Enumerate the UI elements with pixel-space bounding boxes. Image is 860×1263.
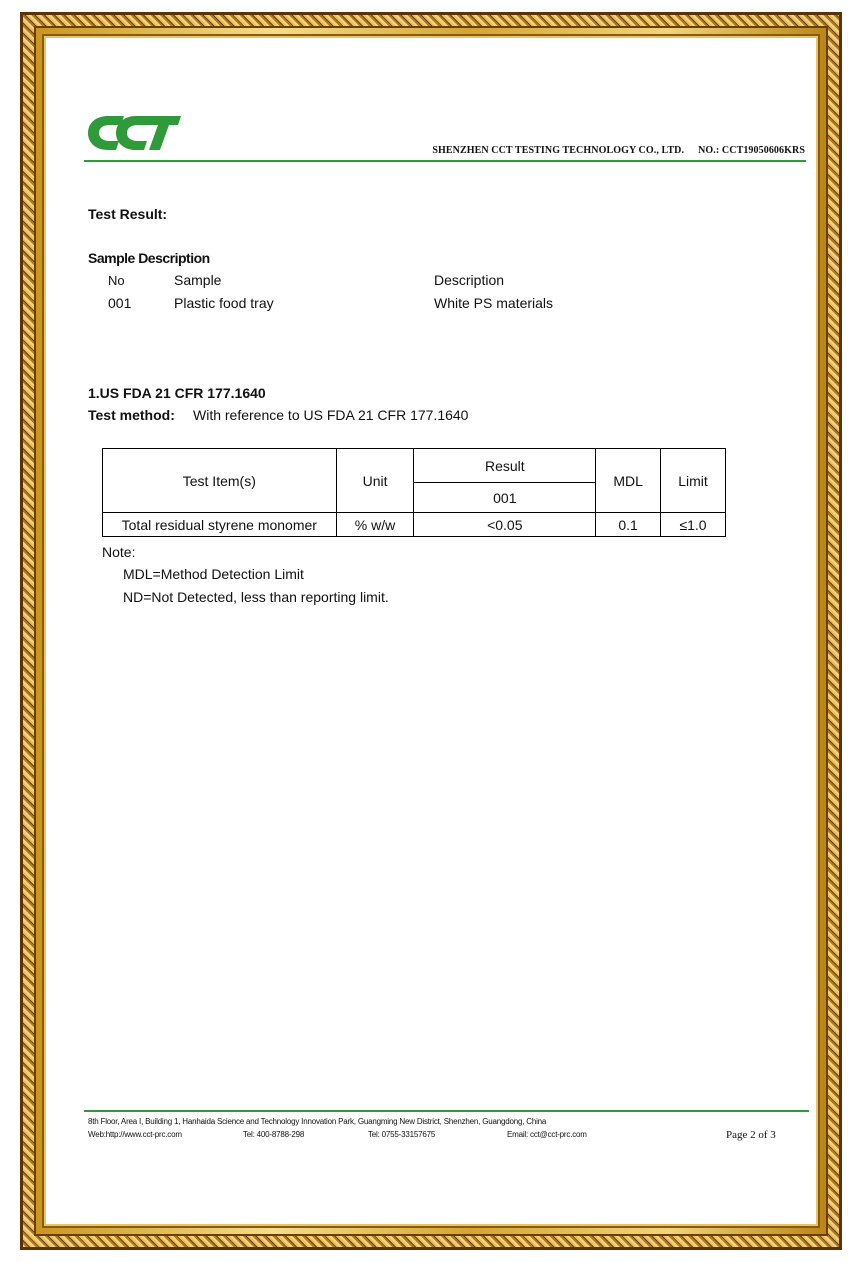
footer-address: 8th Floor, Area I, Building 1, Hanhaida Science and Technology Innovation Park, Guangming New District, Shenzhen, Guangdong, China (88, 1117, 547, 1126)
sample-desc: White PS materials (434, 295, 554, 311)
test-method-label: Test method: (88, 407, 175, 423)
report-number: NO.: CCT19050606KRS (698, 145, 805, 156)
result-table (102, 448, 726, 537)
footer-web: Web:http://www.cct-prc.com (88, 1130, 182, 1139)
footer-email: Email: cct@cct-prc.com (507, 1130, 587, 1139)
company-header (432, 145, 805, 156)
table-row (103, 513, 726, 537)
test-method-text: With reference to US FDA 21 CFR 177.1640 (193, 407, 469, 423)
sample-description-heading: Sample Description (88, 250, 210, 266)
col-description: Description (434, 272, 505, 288)
header-mdl: MDL (596, 449, 661, 513)
cell-mdl: 0.1 (596, 513, 661, 537)
note-line-mdl: MDL=Method Detection Limit (123, 566, 304, 582)
sample-name: Plastic food tray (174, 295, 274, 311)
cell-unit: % w/w (336, 513, 414, 537)
footer-divider (84, 1110, 809, 1112)
company-name: SHENZHEN CCT TESTING TECHNOLOGY CO., LTD. (432, 145, 685, 156)
note-label: Note: (102, 544, 136, 560)
footer-tel-2: Tel: 0755-33157675 (368, 1130, 436, 1139)
table-header-row (103, 449, 726, 483)
header-result: Result (414, 449, 596, 483)
section-title: 1.US FDA 21 CFR 177.1640 (88, 385, 266, 401)
header-test-item: Test Item(s) (103, 449, 337, 513)
header-unit: Unit (336, 449, 414, 513)
footer-tel-1: Tel: 400-8788-298 (243, 1130, 305, 1139)
header-divider (84, 160, 806, 162)
cell-item: Total residual styrene monomer (103, 513, 337, 537)
header-limit: Limit (661, 449, 726, 513)
col-no: No (108, 273, 125, 288)
note-line-nd: ND=Not Detected, less than reporting limit. (123, 589, 389, 605)
page-number: Page 2 of 3 (726, 1129, 776, 1141)
cell-limit: ≤1.0 (661, 513, 726, 537)
test-result-heading: Test Result: (88, 206, 168, 222)
cct-logo (86, 112, 182, 154)
col-sample: Sample (174, 272, 222, 288)
cell-result: <0.05 (414, 513, 596, 537)
sample-no: 001 (108, 295, 132, 311)
header-result-sample: 001 (414, 483, 596, 513)
